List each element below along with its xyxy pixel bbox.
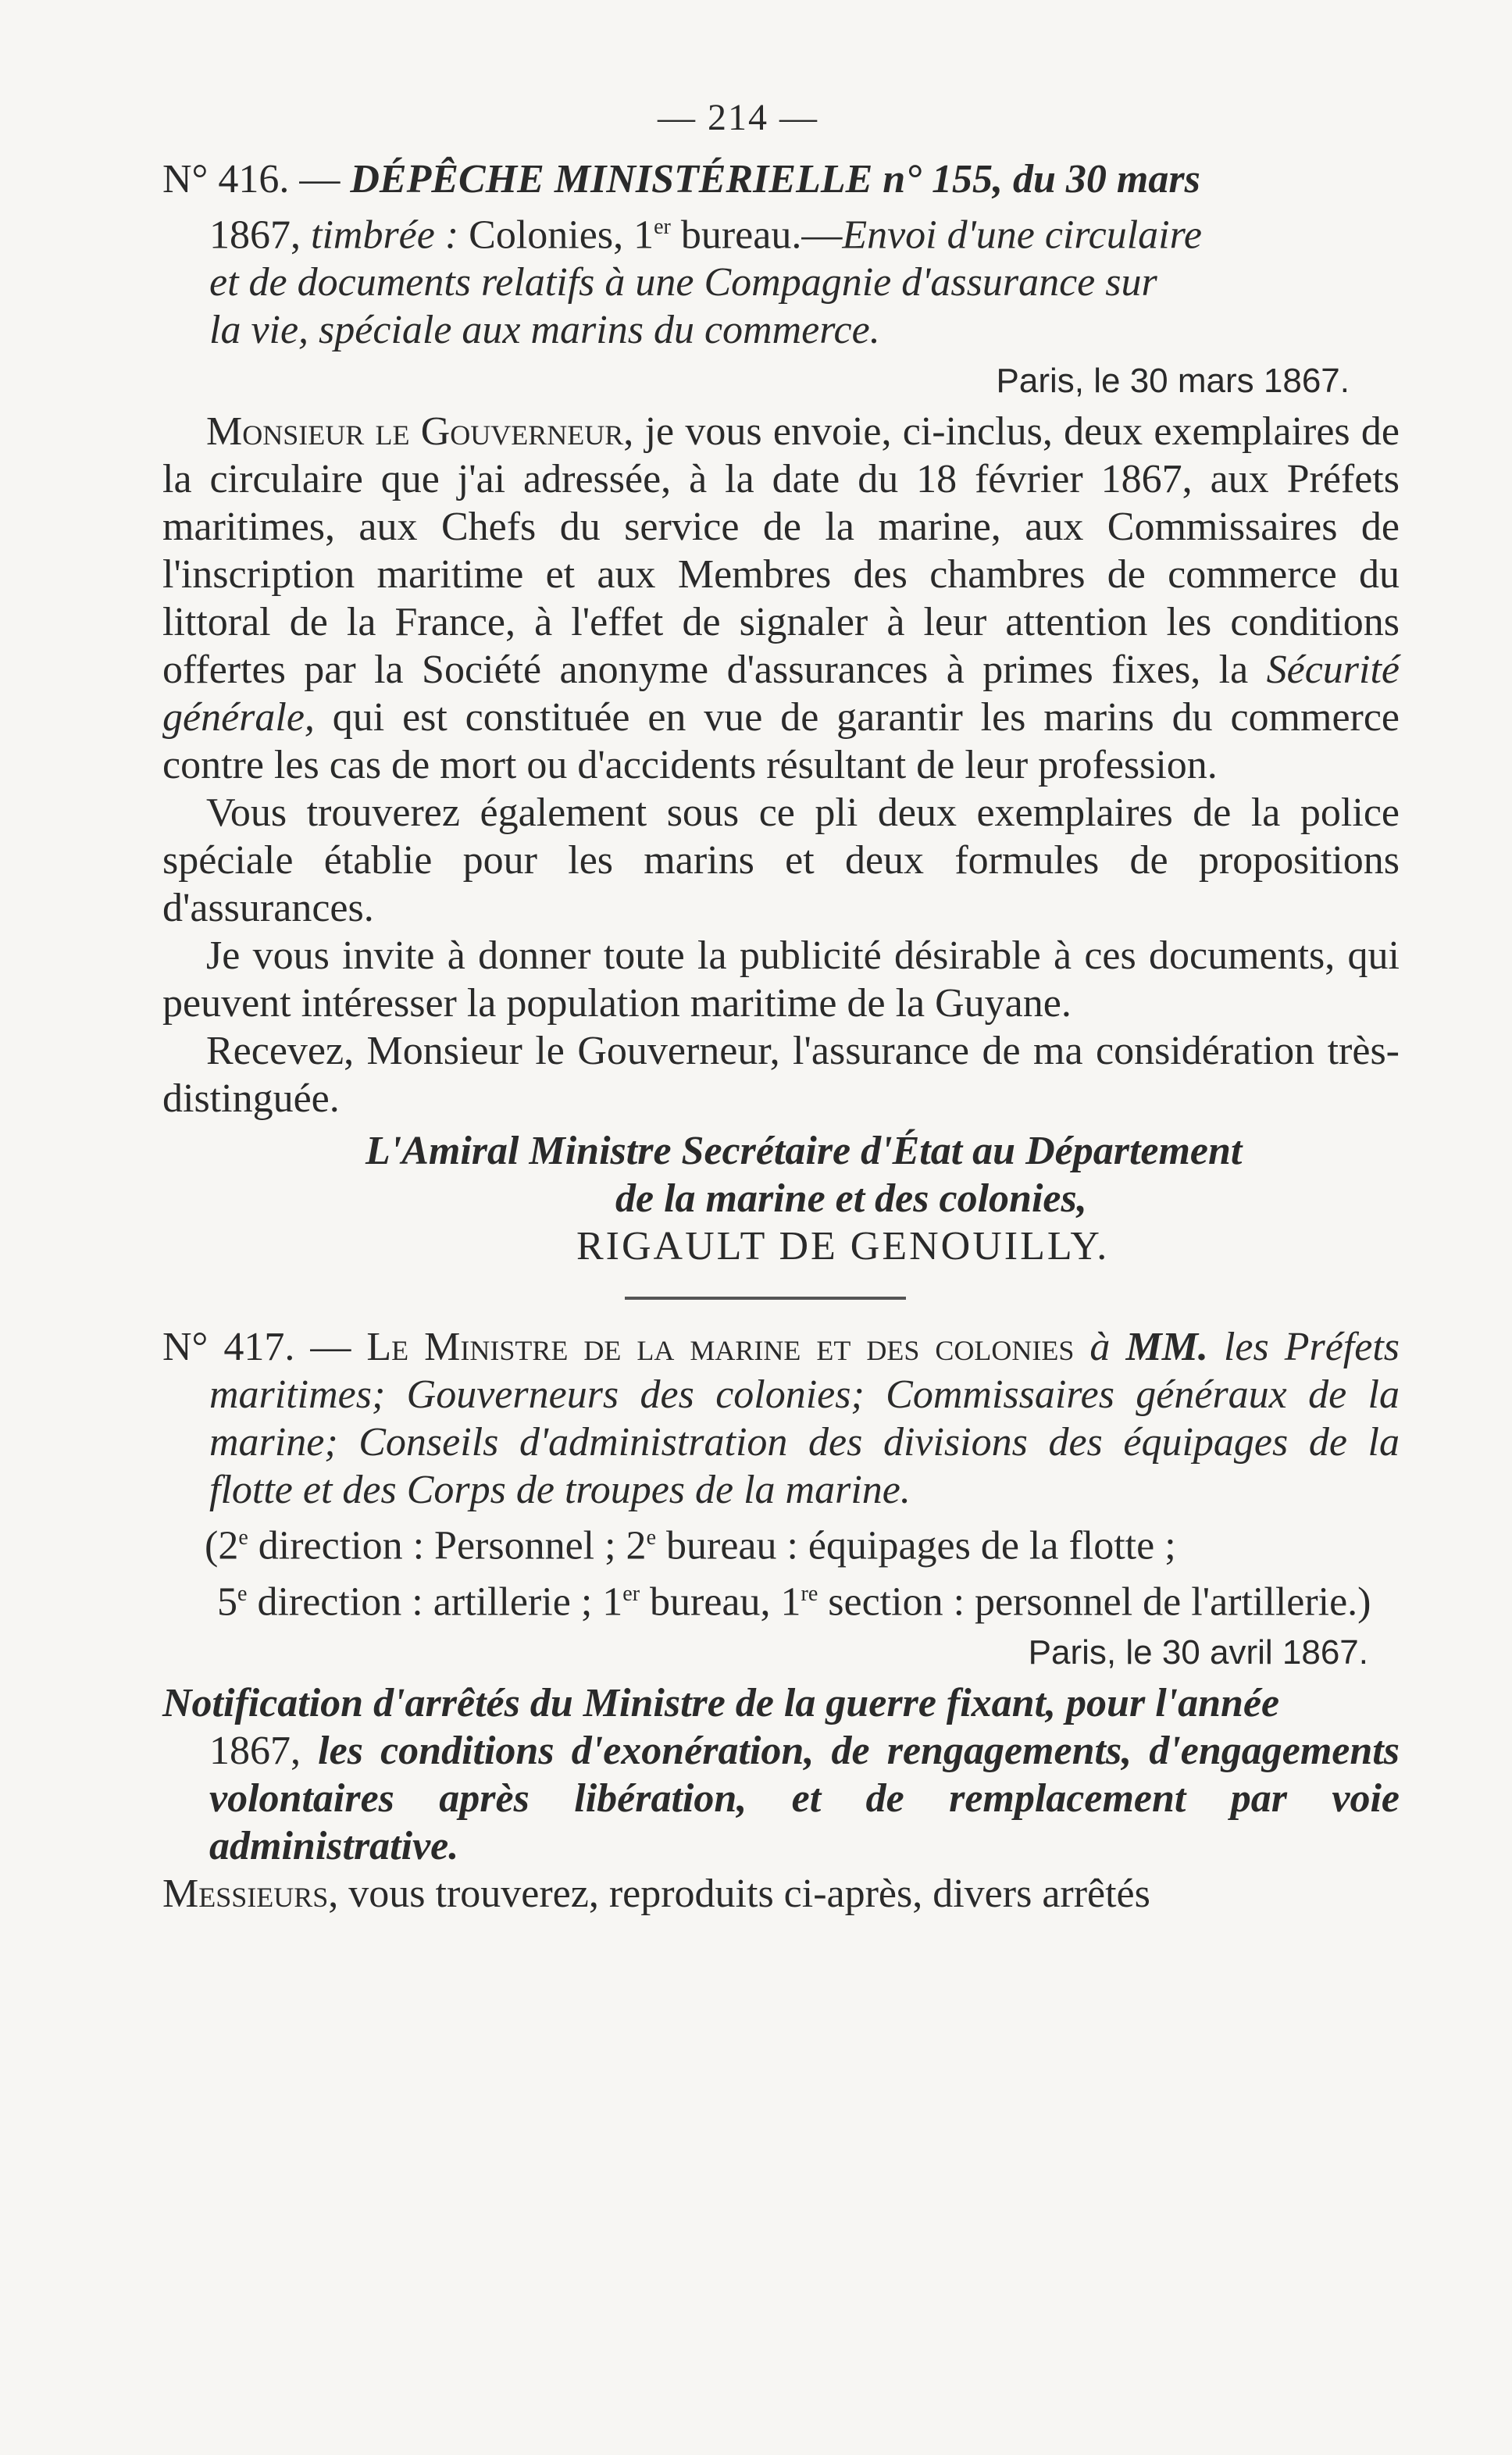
- entry-number: N° 417.: [162, 1325, 295, 1370]
- paragraph-text: je vous envoie, ci-inclus, deux exemplaires de la circulaire que j'ai adressée, à la date du 18 février 1867, aux Préfets maritimes, aux Chefs du service de la marine, aux Commissaires de l'inscription maritime et aux Membres des chambres de commerce du littoral de la France, à l'effet de signaler à leur attention les conditions offertes par la Société anonyme d'assurances à primes fixes, la: [162, 409, 1400, 693]
- entry-number: N° 416.: [162, 157, 290, 202]
- paragraph-text-end: qui est constituée en vue de garantir les marins du commerce contre les cas de mort ou d'accidents résultant de leur profession.: [162, 695, 1400, 788]
- signature-name: RIGAULT DE GENOUILLY.: [576, 1224, 1110, 1269]
- routing-note: [162, 1514, 1400, 1625]
- dateline: Paris, le 30 avril 1867.: [1028, 1633, 1368, 1672]
- entry-416-heading: [162, 155, 1400, 354]
- heading-year: 1867,: [209, 212, 311, 258]
- signature-block: [162, 1127, 1400, 1270]
- page-number: — 214 —: [658, 97, 818, 138]
- heading-subject-line3: et de documents relatifs à une Compagnie d'assurance sur: [209, 260, 1157, 305]
- entry-title: DÉPÊCHE MINISTÉRIELLE n° 155, du 30 mars: [350, 157, 1200, 202]
- routing-text: (2: [205, 1523, 239, 1568]
- routing-text: 5: [217, 1579, 237, 1624]
- heading-subject-start: Envoi d'une circulaire: [842, 212, 1203, 258]
- heading-dash: —: [289, 157, 351, 202]
- notification-year: 1867,: [209, 1728, 301, 1773]
- heading-sup: er: [654, 215, 671, 239]
- dateline: Paris, le 30 mars 1867.: [996, 362, 1350, 401]
- heading-stamp-label: timbrée :: [311, 212, 459, 258]
- company-name: Sécurité générale,: [162, 648, 1400, 740]
- routing-text: section : personnel de l'artillerie.): [818, 1579, 1371, 1624]
- signature-department: de la marine et des colonies,: [615, 1176, 1087, 1222]
- salutation: Messieurs,: [162, 1871, 339, 1916]
- page-content: [162, 94, 1400, 1918]
- heading-stamp: Colonies, 1: [458, 212, 654, 258]
- routing-text: bureau, 1: [640, 1579, 801, 1624]
- paragraph: Vous trouverez également sous ce pli deux exemplaires de la police spéciale établie pour les marins et deux formules de propositions d'assurances.: [162, 790, 1400, 931]
- paragraph: [162, 1870, 1400, 1918]
- paragraph: Je vous invite à donner toute la publicité désirable à ces documents, qui peuvent intéresser la population maritime de la Guyane.: [162, 933, 1400, 1026]
- routing-sup: e: [238, 1525, 248, 1550]
- section-divider: [625, 1297, 906, 1300]
- routing-sup: re: [801, 1581, 818, 1606]
- signature-title: L'Amiral Ministre Secrétaire d'État au Département: [366, 1129, 1243, 1174]
- entry-417-heading: [162, 1323, 1400, 1514]
- heading-recipients: les Préfets maritimes; Gouverneurs des colonies; Commissaires généraux de la marine; Conseils d'administration des divisions des équipages de la flotte et des Corps de troupes de la marine.: [209, 1325, 1400, 1513]
- notification-text: Notification d'arrêtés du Ministre de la guerre fixant, pour l'année: [162, 1680, 1280, 1725]
- heading-dash: —: [294, 1325, 367, 1370]
- heading-author: Le Ministre de la marine et des colonies: [366, 1325, 1075, 1370]
- routing-text: direction : Personnel ; 2: [248, 1523, 647, 1568]
- routing-sup: e: [237, 1581, 248, 1606]
- notification-text-end: les conditions d'exonération, de rengagements, d'engagements volontaires après libération, et de remplacement par voie administrative.: [209, 1728, 1400, 1868]
- routing-text: bureau : équipages de la flotte ;: [656, 1523, 1176, 1568]
- heading-bureau: bureau.—: [670, 212, 843, 258]
- paragraph: Recevez, Monsieur le Gouverneur, l'assurance de ma considération très-distinguée.: [162, 1029, 1400, 1122]
- routing-text: direction : artillerie ; 1: [247, 1579, 623, 1624]
- paragraph: [162, 408, 1400, 789]
- notification-subject: [162, 1679, 1400, 1870]
- heading-mm: MM.: [1125, 1325, 1208, 1370]
- paragraph-text: vous trouverez, reproduits ci-après, divers arrêtés: [338, 1871, 1150, 1916]
- routing-sup: e: [646, 1525, 656, 1550]
- heading-to: à: [1074, 1325, 1126, 1370]
- heading-subject-line4: la vie, spéciale aux marins du commerce.: [209, 308, 880, 353]
- routing-sup: er: [622, 1581, 640, 1606]
- salutation: Monsieur le Gouverneur,: [206, 409, 634, 455]
